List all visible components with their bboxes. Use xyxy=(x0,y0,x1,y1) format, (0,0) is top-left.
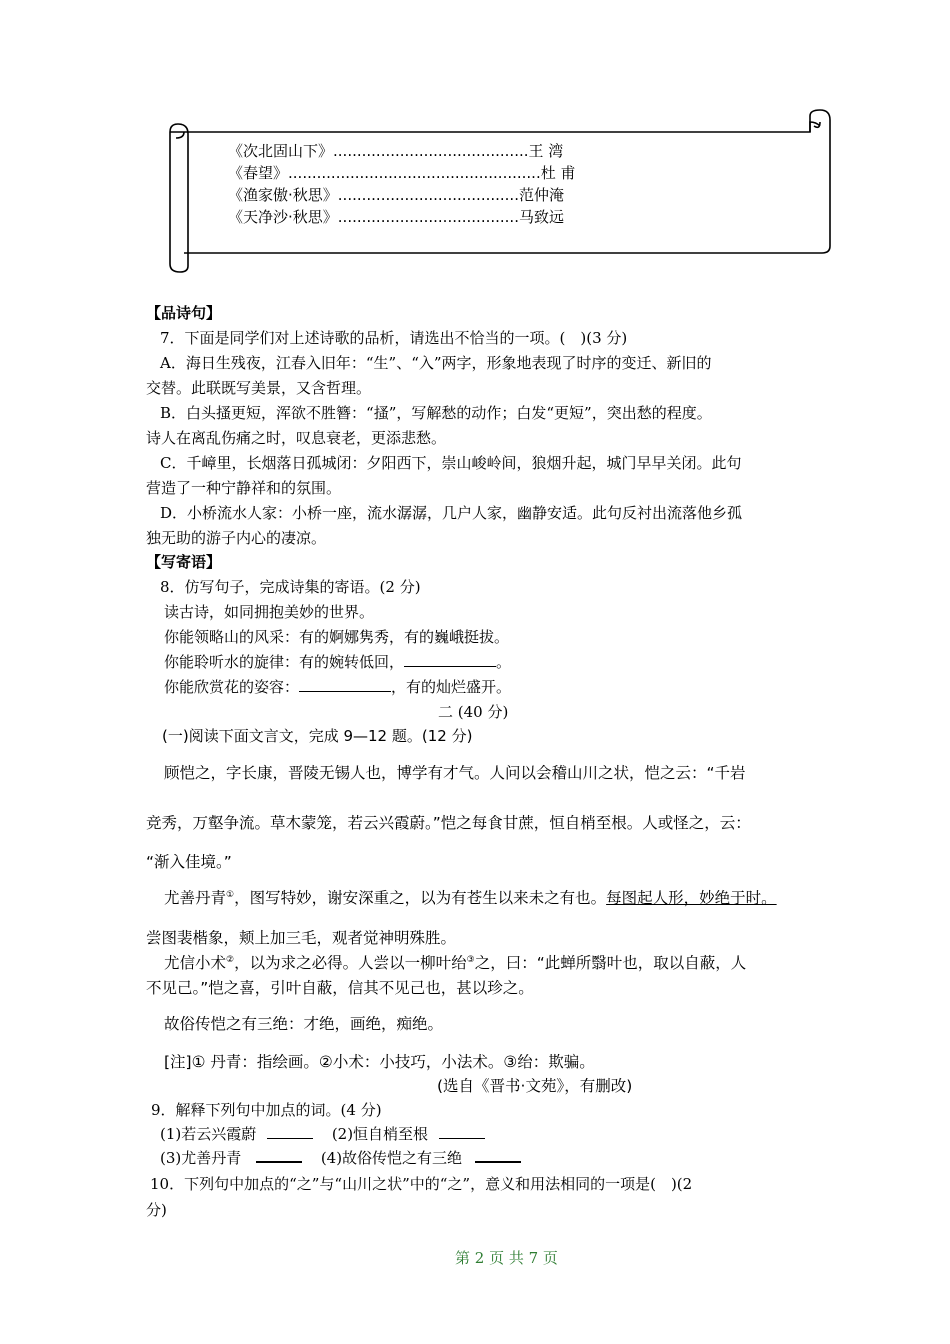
passage-p1-line2: 竞秀，万壑争流。草木蒙笼，若云兴霞蔚。”恺之每食甘蔗，恒自梢至根。人或怪之，云： xyxy=(146,814,751,832)
poem-line xyxy=(228,184,564,205)
option-text: 夕阳西下，崇山峻岭间，狼烟升起，城门早早关闭。此句 xyxy=(366,454,742,472)
question-10-stem-cont: 分) xyxy=(146,1201,167,1219)
q9-row-1 xyxy=(160,1123,485,1144)
poem-title: 《天净沙·秋思》 xyxy=(228,208,338,226)
reading-intro: (一)阅读下面文言文，完成 9—12 题。(12 分) xyxy=(162,727,473,745)
option-b-cont: 诗人在离乱伤痛之时，叹息衰老，更添悲愁。 xyxy=(146,429,447,447)
option-b xyxy=(160,402,712,423)
option-label: B． xyxy=(160,404,187,422)
q8-line-3 xyxy=(164,651,511,672)
poem-author: 王 湾 xyxy=(528,142,564,160)
option-a xyxy=(160,352,712,373)
poem-line xyxy=(228,140,563,161)
q8-line-4-end: ，有的灿烂盛开。 xyxy=(391,678,512,696)
answer-blank[interactable] xyxy=(267,1124,313,1139)
poem-title: 《春望》 xyxy=(228,164,289,182)
question-7-stem: 7．下面是同学们对上述诗歌的品析，请选出不恰当的一项。( )(3 分) xyxy=(160,329,628,347)
poem-dots: ...................................... xyxy=(337,186,519,204)
q9-item: (2)恒自梢至根 xyxy=(331,1125,429,1143)
passage-note: [注]① 丹青：指绘画。②小术：小技巧，小法术。③绐：欺骗。 xyxy=(164,1053,595,1071)
part-heading: 二 (40 分) xyxy=(438,703,509,721)
passage-text: 尤善丹青 xyxy=(164,889,227,907)
poem-author: 杜 甫 xyxy=(540,164,576,182)
option-quote: 白头搔更短，浑欲不胜簪： xyxy=(186,404,367,422)
option-d xyxy=(160,502,742,523)
section-heading: 【品诗句】 xyxy=(146,304,222,322)
q9-item: (3)尤善丹青 xyxy=(160,1149,242,1167)
answer-blank[interactable] xyxy=(256,1147,302,1163)
poem-dots: ......................................... xyxy=(333,142,529,160)
option-text: “搔”，写解愁的动作；白发“更短”，突出愁的程度。 xyxy=(366,404,712,422)
option-label: C． xyxy=(160,454,187,472)
passage-p2-line2: 尝图裴楷象，颊上加三毛，观者觉神明殊胜。 xyxy=(146,929,457,947)
q9-row-2 xyxy=(160,1147,521,1168)
answer-blank[interactable] xyxy=(439,1124,485,1139)
q8-line-4 xyxy=(164,676,511,697)
question-10-stem: 10．下列句中加点的“之”与“山川之状”中的“之”，意义和用法相同的一项是( )(2 xyxy=(150,1175,693,1193)
option-quote: 海日生残夜，江春入旧年： xyxy=(185,354,366,372)
answer-blank[interactable] xyxy=(299,677,391,692)
section-heading: 【写寄语】 xyxy=(146,553,222,571)
option-quote: 千嶂里，长烟落日孤城闭： xyxy=(186,454,367,472)
option-text: 小桥一座，流水潺潺，几户人家，幽静安适。此句反衬出流落他乡孤 xyxy=(292,504,743,522)
question-9-stem: 9．解释下列句中加点的词。(4 分) xyxy=(151,1101,382,1119)
passage-p3-line1 xyxy=(164,951,746,973)
option-d-cont: 独无助的游子内心的凄凉。 xyxy=(146,529,327,547)
q8-line-3-end: 。 xyxy=(496,653,512,671)
poem-line xyxy=(228,162,576,183)
passage-text: 尤信小术 xyxy=(164,954,227,972)
q9-item: (1)若云兴霞蔚 xyxy=(160,1125,257,1143)
option-label: D． xyxy=(160,504,188,522)
option-label: A． xyxy=(160,354,186,372)
option-c-cont: 营造了一种宁静祥和的氛围。 xyxy=(146,479,342,497)
poem-title: 《次北固山下》 xyxy=(228,142,334,160)
q8-line-1: 读古诗，如同拥抱美妙的世界。 xyxy=(164,603,375,621)
option-quote: 小桥流水人家： xyxy=(187,504,293,522)
option-c xyxy=(160,452,742,473)
poem-dots: ..................................................... xyxy=(288,164,541,182)
q8-line-4-text: 你能欣赏花的姿容： xyxy=(164,678,300,696)
passage-p1-line3: “渐入佳境。” xyxy=(146,853,232,871)
poem-title: 《渔家傲·秋思》 xyxy=(228,186,338,204)
passage-p1-line1: 顾恺之，字长康，晋陵无锡人也，博学有才气。人问以会稽山川之状，恺之云：“千岩 xyxy=(164,764,746,782)
footnote-mark: ③ xyxy=(466,954,475,965)
page-footer: 第 2 页 共 7 页 xyxy=(455,1249,558,1267)
answer-blank[interactable] xyxy=(404,652,496,667)
q9-item: (4)故俗传恺之有三绝 xyxy=(320,1149,463,1167)
answer-blank[interactable] xyxy=(475,1147,521,1163)
passage-p4: 故俗传恺之有三绝：才绝，画绝，痴绝。 xyxy=(164,1015,444,1033)
passage-text: ，图写特妙，谢安深重之，以为有苍生以来未之有也。 xyxy=(234,889,607,907)
option-text: “生”、“入”两字，形象地表现了时序的变迁、新旧的 xyxy=(365,354,712,372)
underlined-sentence: 每图起人形，妙绝于时。 xyxy=(606,889,777,907)
poem-line xyxy=(228,206,564,227)
passage-p3-line2: 不见己。”恺之喜，引叶自蔽，信其不见己也，甚以珍之。 xyxy=(146,979,534,997)
q8-line-2: 你能领略山的风采：有的婀娜隽秀，有的巍峨挺拔。 xyxy=(164,628,510,646)
poem-author: 马致远 xyxy=(518,208,564,226)
poem-author: 范仲淹 xyxy=(518,186,564,204)
question-8-stem: 8．仿写句子，完成诗集的寄语。(2 分) xyxy=(160,578,421,596)
option-a-cont: 交替。此联既写美景，又含哲理。 xyxy=(146,379,372,397)
passage-p2-line1 xyxy=(164,886,777,908)
footnote-mark: ② xyxy=(226,954,235,965)
passage-source: (选自《晋书·文苑》，有删改) xyxy=(437,1077,633,1095)
footnote-mark: ① xyxy=(226,889,235,900)
q8-line-3-text: 你能聆听水的旋律：有的婉转低回， xyxy=(164,653,405,671)
passage-text: 之，曰：“此蝉所翳叶也，取以自蔽，人 xyxy=(474,954,747,972)
passage-text: ，以为求之必得。人尝以一柳叶绐 xyxy=(234,954,467,972)
poem-dots: ...................................... xyxy=(337,208,519,226)
